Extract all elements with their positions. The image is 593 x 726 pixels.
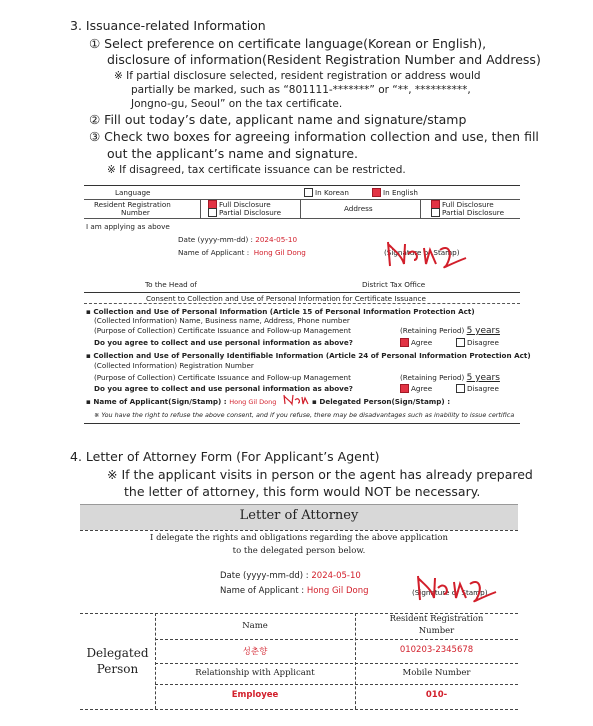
delegated-sign-field[interactable]: ▪ Delegated Person(Sign/Stamp) : (312, 397, 451, 406)
delegate-line1: I delegate the rights and obligations regarding the above application (150, 533, 448, 543)
consent2-info: (Collected Information) Registration Number (94, 361, 254, 370)
item3-line1: ③ Check two boxes for agreeing information collection and use, then fill (89, 129, 539, 144)
lang-korean-option[interactable]: In Korean (304, 188, 349, 198)
mobile-value[interactable]: 010- (425, 690, 448, 700)
rrn-full-option[interactable]: Full Disclosure (208, 200, 271, 210)
attorney-title: Letter of Attorney (239, 508, 359, 523)
section4-note-line2: the letter of attorney, this form would NOT be necessary. (124, 484, 481, 499)
checkbox-checked[interactable] (372, 188, 381, 197)
attorney-handwritten-signature (410, 570, 510, 606)
checkbox-unchecked[interactable] (431, 208, 440, 217)
addr-full-option[interactable]: Full Disclosure (431, 200, 494, 210)
small-signature (282, 392, 312, 406)
consent1-retain: (Retaining Period) 5 years (400, 326, 500, 336)
consent1-info: (Collected Information) Name, Business name, Address, Phone number (94, 316, 350, 325)
sign-label: (Signature or Stamp) (384, 248, 460, 257)
delegate-name-value[interactable]: 성춘향 (242, 647, 268, 657)
rrn-label-2: Number (121, 208, 150, 217)
checkbox-unchecked[interactable] (304, 188, 313, 197)
section4-heading: 4. Letter of Attorney Form (For Applicant’s Agent) (70, 449, 380, 464)
date-field[interactable]: Date (yyyy-mm-dd) : 2024-05-10 (178, 235, 298, 244)
item3-line2: out the applicant’s name and signature. (107, 146, 358, 161)
checkbox-checked[interactable] (400, 384, 409, 393)
note1-line2: partially be marked, such as “801111-*******” or “**, **********, (131, 84, 471, 96)
applicant-field[interactable]: Name of Applicant : Hong Gil Dong (178, 248, 306, 257)
checkbox-unchecked[interactable] (208, 208, 217, 217)
rrn-header-2: Number (418, 626, 455, 636)
relationship-header: Relationship with Applicant (195, 668, 315, 678)
rrn-header-1: Resident Registration (389, 614, 484, 624)
consent1-agree[interactable]: Agree (400, 338, 432, 348)
consent1-purpose: (Purpose of Collection) Certificate Issuance and Follow-up Management (94, 326, 351, 335)
checkbox-checked[interactable] (400, 338, 409, 347)
rrn-partial-option[interactable]: Partial Disclosure (208, 208, 281, 218)
item2: ② Fill out today’s date, applicant name and signature/stamp (89, 112, 467, 127)
consent-title: Consent to Collection and Use of Personal Information for Certificate Issuance (146, 294, 426, 303)
attorney-date-field[interactable]: Date (yyyy-mm-dd) : 2024-05-10 (220, 571, 361, 581)
checkbox-unchecked[interactable] (456, 338, 465, 347)
consent1-title: ▪ Collection and Use of Personal Information (Article 15 of Personal Information Protection Act) (86, 307, 475, 316)
applying-text: I am applying as above (86, 222, 170, 231)
mobile-header: Mobile Number (402, 668, 471, 678)
consent2-retain: (Retaining Period) 5 years (400, 373, 500, 383)
delegated-label-1: Delegated (86, 646, 149, 660)
consent2-question: Do you agree to collect and use personal information as above? (94, 384, 353, 393)
note2: ※ If disagreed, tax certificate issuance can be restricted. (107, 164, 406, 176)
language-label: Language (115, 188, 151, 197)
footnote: ※ You have the right to refuse the above consent, and if you refuse, there may be disadvantages such as inability to issue certifica (94, 411, 515, 419)
attorney-sign-label: (Signature or Stamp) (412, 588, 488, 597)
item1-line2: disclosure of information(Resident Registration Number and Address) (107, 52, 541, 67)
delegate-line2: to the delegated person below. (232, 546, 366, 556)
to-head-text: To the Head of (145, 280, 197, 289)
delegated-label-2: Person (96, 662, 139, 676)
handwritten-signature (380, 236, 480, 272)
lang-english-option[interactable]: In English (372, 188, 418, 198)
section4-note-line1: ※ If the applicant visits in person or the agent has already prepared (107, 467, 533, 482)
address-label: Address (344, 204, 373, 213)
consent2-title: ▪ Collection and Use of Personally Identifiable Information (Article 24 of Personal Information Protection Act) (86, 351, 531, 360)
attorney-applicant-field[interactable]: Name of Applicant : Hong Gil Dong (220, 586, 369, 596)
consent2-disagree[interactable]: Disagree (456, 384, 499, 394)
delegate-rrn-value[interactable]: 010203-2345678 (399, 645, 474, 655)
consent2-purpose: (Purpose of Collection) Certificate Issuance and Follow-up Management (94, 373, 351, 382)
consent1-disagree[interactable]: Disagree (456, 338, 499, 348)
checkbox-unchecked[interactable] (456, 384, 465, 393)
rrn-label-1: Resident Registration (94, 200, 171, 209)
name-sign-field[interactable]: ▪ Name of Applicant(Sign/Stamp) : Hong Gil Dong (86, 397, 277, 406)
note1-line1: ※ If partial disclosure selected, resident registration or address would (114, 70, 481, 82)
section3-heading: 3. Issuance-related Information (70, 18, 266, 33)
name-header: Name (242, 621, 268, 631)
item1-line1: ① Select preference on certificate language(Korean or English), (89, 36, 487, 51)
relationship-value[interactable]: Employee (231, 690, 279, 700)
note1-line3: Jongno-gu, Seoul” on the tax certificate. (131, 98, 343, 110)
consent2-agree[interactable]: Agree (400, 384, 432, 394)
consent1-question: Do you agree to collect and use personal information as above? (94, 338, 353, 347)
district-text: District Tax Office (362, 280, 426, 289)
addr-partial-option[interactable]: Partial Disclosure (431, 208, 504, 218)
